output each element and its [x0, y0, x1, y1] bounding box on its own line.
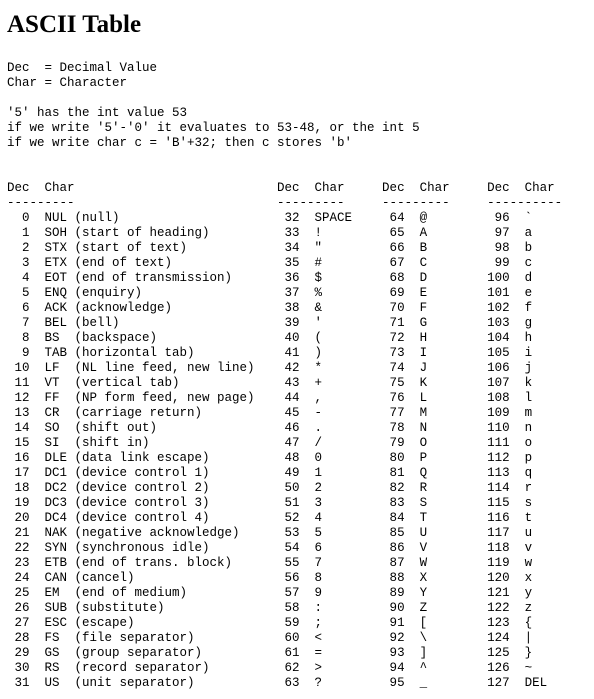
table-row: 8 BS (backspace) 40 ( 72 H 104 h — [7, 331, 533, 345]
table-row: 0 NUL (null) 32 SPACE 64 @ 96 ` — [7, 211, 533, 225]
table-row: 14 SO (shift out) 46 . 78 N 110 n — [7, 421, 533, 435]
table-header: Dec Char Dec Char Dec Char Dec Char --------- --------- --------- ---------- — [7, 181, 563, 210]
table-row: 30 RS (record separator) 62 > 94 ^ 126 ~ — [7, 661, 533, 675]
table-row: 28 FS (file separator) 60 < 92 \ 124 | — [7, 631, 533, 645]
table-row: 13 CR (carriage return) 45 - 77 M 109 m — [7, 406, 533, 420]
table-row: 9 TAB (horizontal tab) 41 ) 73 I 105 i — [7, 346, 533, 360]
table-row: 25 EM (end of medium) 57 9 89 Y 121 y — [7, 586, 533, 600]
table-row: 15 SI (shift in) 47 / 79 O 111 o — [7, 436, 533, 450]
table-row: 31 US (unit separator) 63 ? 95 _ 127 DEL — [7, 676, 548, 690]
table-row: 7 BEL (bell) 39 ' 71 G 103 g — [7, 316, 533, 330]
table-row: 11 VT (vertical tab) 43 + 75 K 107 k — [7, 376, 533, 390]
table-row: 24 CAN (cancel) 56 8 88 X 120 x — [7, 571, 533, 585]
legend-text: Dec = Decimal Value Char = Character — [7, 61, 158, 90]
table-row: 4 EOT (end of transmission) 36 $ 68 D 100 d — [7, 271, 533, 285]
table-row: 16 DLE (data link escape) 48 0 80 P 112 p — [7, 451, 533, 465]
table-row: 1 SOH (start of heading) 33 ! 65 A 97 a — [7, 226, 533, 240]
page-title: ASCII Table — [7, 11, 142, 38]
table-row: 20 DC4 (device control 4) 52 4 84 T 116 t — [7, 511, 533, 525]
table-row: 29 GS (group separator) 61 = 93 ] 125 } — [7, 646, 533, 660]
table-row: 18 DC2 (device control 2) 50 2 82 R 114 r — [7, 481, 533, 495]
table-row: 21 NAK (negative acknowledge) 53 5 85 U 117 u — [7, 526, 533, 540]
table-row: 17 DC1 (device control 1) 49 1 81 Q 113 q — [7, 466, 533, 480]
table-row: 3 ETX (end of text) 35 # 67 C 99 c — [7, 256, 533, 270]
table-row: 12 FF (NP form feed, new page) 44 , 76 L 108 l — [7, 391, 533, 405]
table-row: 5 ENQ (enquiry) 37 % 69 E 101 e — [7, 286, 533, 300]
table-row: 27 ESC (escape) 59 ; 91 [ 123 { — [7, 616, 533, 630]
table-row: 6 ACK (acknowledge) 38 & 70 F 102 f — [7, 301, 533, 315]
table-row: 23 ETB (end of trans. block) 55 7 87 W 119 w — [7, 556, 533, 570]
table-row: 22 SYN (synchronous idle) 54 6 86 V 118 v — [7, 541, 533, 555]
examples-text: '5' has the int value 53 if we write '5'-'0' it evaluates to 53-48, or the int 5 if we write char c = 'B'+32; then c stores 'b' — [7, 106, 420, 150]
ascii-table — [7, 181, 562, 691]
table-row: 10 LF (NL line feed, new line) 42 * 74 J 106 j — [7, 361, 533, 375]
table-row: 26 SUB (substitute) 58 : 90 Z 122 z — [7, 601, 533, 615]
table-row: 19 DC3 (device control 3) 51 3 83 S 115 s — [7, 496, 533, 510]
table-row: 2 STX (start of text) 34 " 66 B 98 b — [7, 241, 533, 255]
